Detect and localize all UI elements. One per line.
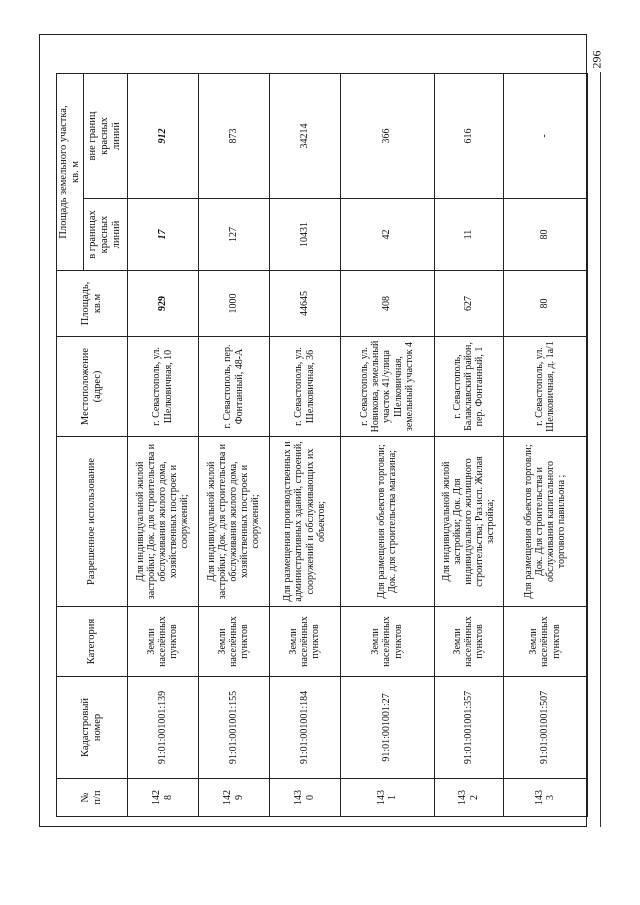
cell-outside: 873 [198,74,269,199]
cell-location: г. Севастополь, ул. Шелковичная, 36 [269,337,340,437]
cell-area: 80 [503,271,587,337]
header-area: Площадь, кв.м [57,271,128,337]
cell-cadastral: 91:01:001001:27 [340,677,434,779]
header-row-1 [57,74,84,817]
cell-usage: Для индивидуальной жилой застройки; Док. Для индивидуального жилищного строительства; Раз.исп. Жилая застройка; [434,437,503,607]
cell-outside: 34214 [269,74,340,199]
cell-location: г. Севастополь, ул. Шелковичная, 10 [127,337,198,437]
cell-num: 143 0 [269,779,340,817]
cell-location: г. Севастополь, Балаклавский район, пер. Фонтанный, 1 [434,337,503,437]
cell-outside: 366 [340,74,434,199]
table-row [269,74,340,817]
cell-cadastral: 91:01:001001:139 [127,677,198,779]
cell-category: Земли населённых пунктов [269,607,340,677]
header-cadastral: Кадастровый номер [57,677,128,779]
cell-outside: 616 [434,74,503,199]
cell-within: 127 [198,199,269,271]
land-plots-table [56,73,588,817]
header-num: № п/п [57,779,128,817]
header-category: Категория [57,607,128,677]
table-wrapper [56,74,584,817]
table-row [127,74,198,817]
table-row [503,74,587,817]
header-usage: Разрешенное использование [57,437,128,607]
cell-category: Земли населённых пунктов [434,607,503,677]
cell-within: 10431 [269,199,340,271]
header-plot-area: Площадь земельного участка, кв. м [57,74,84,271]
cell-area: 408 [340,271,434,337]
cell-cadastral: 91:01:001001:357 [434,677,503,779]
cell-num: 142 8 [127,779,198,817]
cell-location: г. Севастополь, ул. Шелковичная, д. 1а/1 [503,337,587,437]
cell-within: 80 [503,199,587,271]
header-outside-red-lines: вне границ красных линий [83,74,127,199]
cell-usage: Для размещения объектов торговли; Док. Для строительства и обслуживания капитального торгового павильона ; [503,437,587,607]
cell-usage: Для размещения объектов торговли; Док. для строительства магазина; [340,437,434,607]
cell-usage: Для индивидуальной жилой застройки; Док. для строительства и обслуживания жилого дома, хозяйственных построек и сооружений; [127,437,198,607]
cell-category: Земли населённых пунктов [340,607,434,677]
cell-num: 143 1 [340,779,434,817]
cell-area: 627 [434,271,503,337]
cell-outside: - [503,74,587,199]
table-row [198,74,269,817]
cell-cadastral: 91:01:001001:184 [269,677,340,779]
cell-area: 44645 [269,271,340,337]
cell-within: 42 [340,199,434,271]
cell-area: 929 [127,271,198,337]
header-location: Местоположение (адрес) [57,337,128,437]
page-number-text: 296 [589,50,604,68]
cell-within: 11 [434,199,503,271]
cell-location: г. Севастополь, пер. Фонтанный, 48-А [198,337,269,437]
cell-category: Земли населённых пунктов [503,607,587,677]
cell-category: Земли населённых пунктов [198,607,269,677]
cell-usage: Для размещения производственных и административных зданий, строений, сооружений и обслуживающих их объектов; [269,437,340,607]
cell-outside: 912 [127,74,198,199]
cell-within: 17 [127,199,198,271]
cell-category: Земли населённых пунктов [127,607,198,677]
cell-location: г. Севастополь, ул. Новикова, земельный участок 41/улица Шелковичная, земельный участок 4 [340,337,434,437]
cell-usage: Для индивидуальной жилой застройки; Док. для строительства и обслуживания жилого дома, хозяйственных построек и сооружений; [198,437,269,607]
table-row [340,74,434,817]
cell-num: 143 3 [503,779,587,817]
rotated-table-container [56,74,584,817]
cell-cadastral: 91:01:001001:507 [503,677,587,779]
page-number [588,44,606,74]
table-row [434,74,503,817]
cell-area: 1000 [198,271,269,337]
cell-num: 142 9 [198,779,269,817]
cell-cadastral: 91:01:001001:155 [198,677,269,779]
cell-num: 143 2 [434,779,503,817]
table-body [127,74,587,817]
page-edge-rule [600,72,601,827]
header-within-red-lines: в границах красных линий [83,199,127,271]
